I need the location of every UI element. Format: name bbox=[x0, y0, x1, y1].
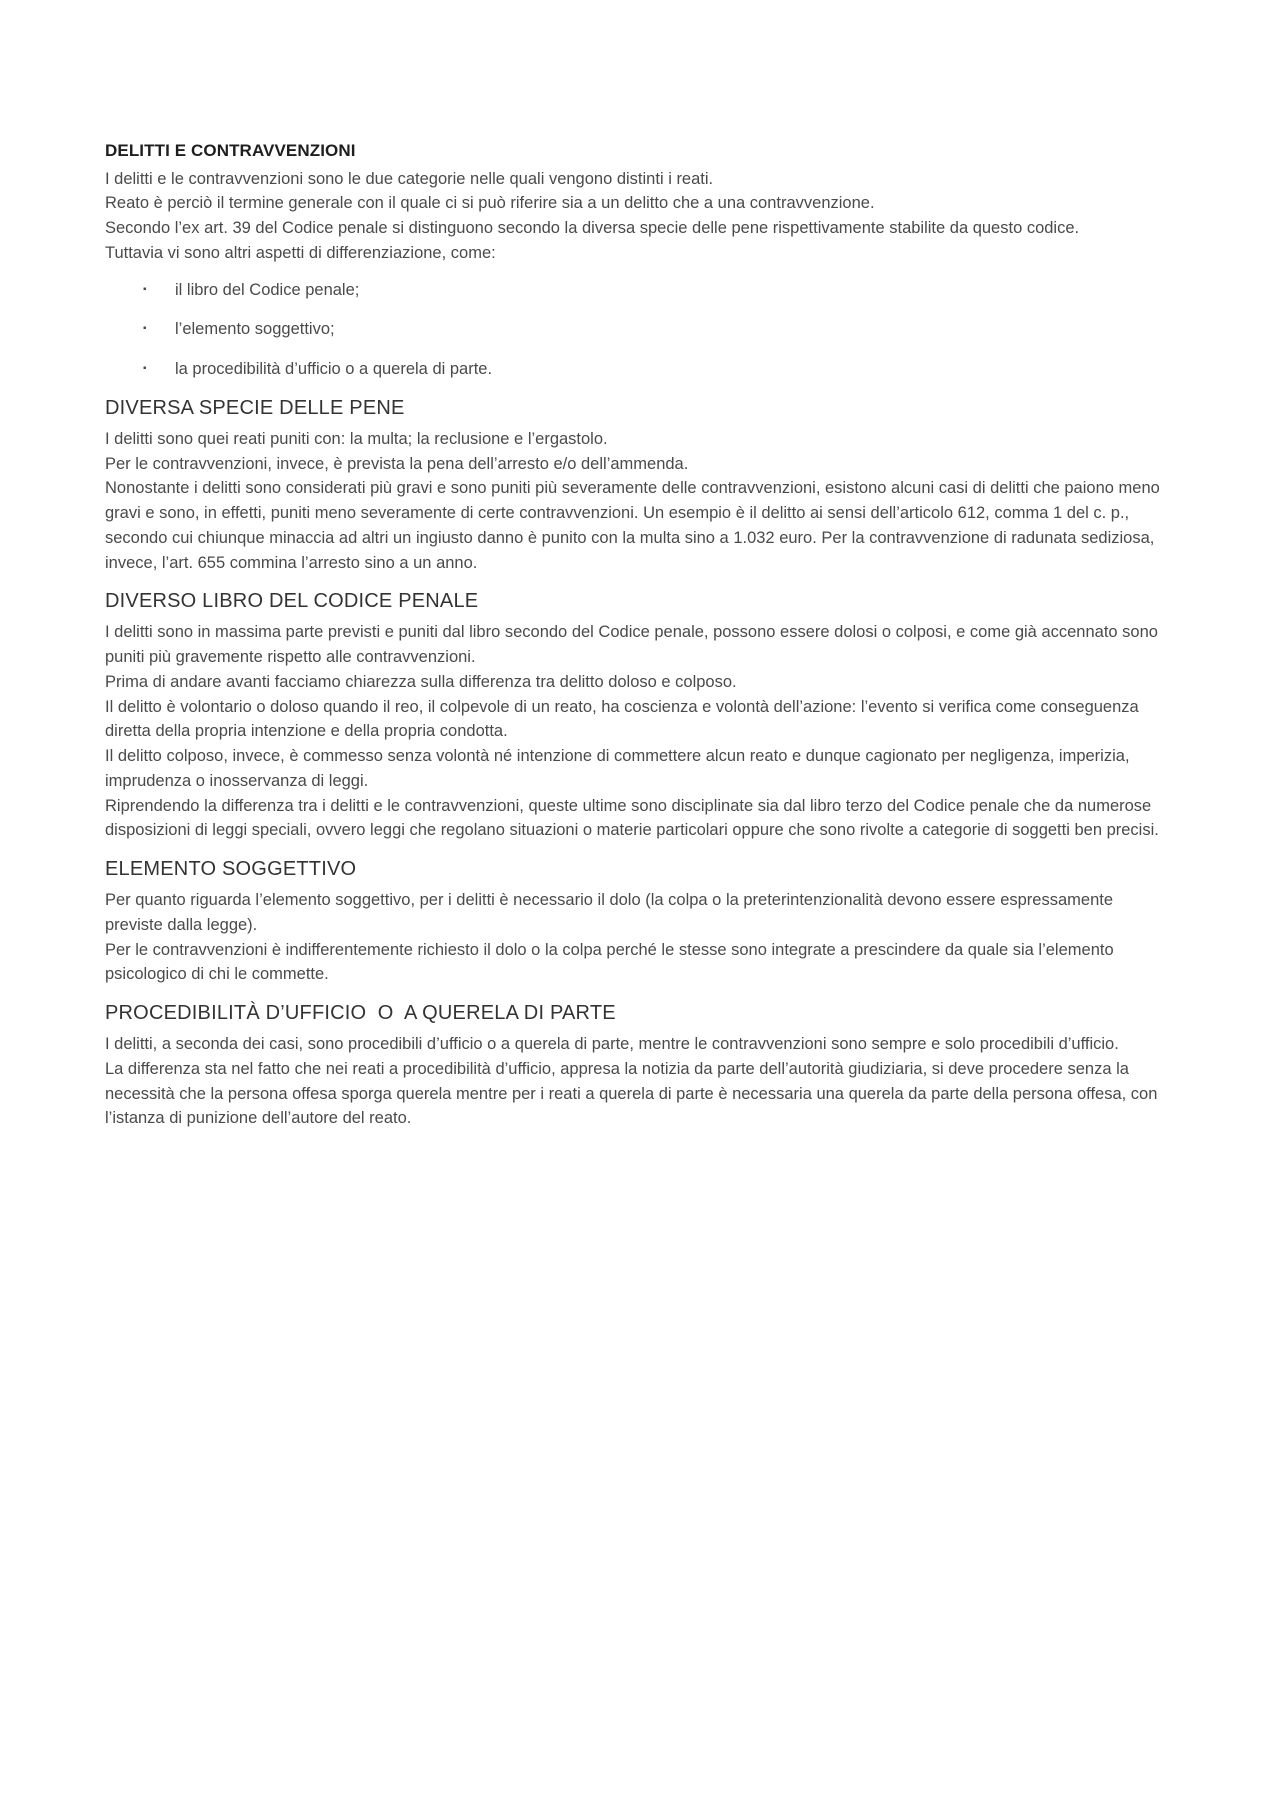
paragraph: Per le contravvenzioni, invece, è prevista la pena dell’arresto e/o dell’ammenda. bbox=[105, 454, 689, 473]
list-item bbox=[105, 357, 1174, 382]
section-diversa-specie-delle-pene bbox=[105, 393, 1174, 576]
paragraph: Per quanto riguarda l’elemento soggettivo, per i delitti è necessario il dolo (la colpa o la preterintenzionalità devono essere espressamente previste dalla legge). bbox=[105, 891, 1114, 934]
list-item-text: la procedibilità d’ufficio o a querela di parte. bbox=[175, 360, 493, 378]
list-item bbox=[105, 278, 1174, 303]
paragraph: Il delitto è volontario o doloso quando il reo, il colpevole di un reato, ha coscienza e volontà dell’azione: l’evento si verifica come conseguenza diretta della propria intenzione e della propria condotta. bbox=[105, 697, 1139, 741]
square-bullet-icon: ▪ bbox=[143, 363, 147, 374]
section-heading: ELEMENTO SOGGETTIVO bbox=[105, 858, 357, 880]
section-heading: DIVERSA SPECIE DELLE PENE bbox=[105, 396, 405, 419]
paragraph: I delitti, a seconda dei casi, sono procedibili d’ufficio o a querela di parte, mentre le contravvenzioni sono sempre e solo procedibili d’ufficio. bbox=[105, 1035, 1119, 1053]
section-heading: DIVERSO LIBRO DEL CODICE PENALE bbox=[105, 590, 479, 613]
paragraph: Nonostante i delitti sono considerati più gravi e sono puniti più severamente delle contravvenzioni, esistono alcuni casi di delitti che paiono meno gravi e sono, in effetti, puniti meno severamente di certe contravvenzioni. Un esempio è il delitto ai sensi dell’articolo 612, comma 1 del c. p., secondo cui chiunque minaccia ad altri un ingiusto danno è punito con la multa sino a 1.032 euro. Per la contravvenzione di radunata sediziosa, invece, l’art. 655 commina l’arresto sino a un anno. bbox=[105, 479, 1160, 572]
list-item bbox=[105, 317, 1174, 342]
list-item-text: l’elemento soggettivo; bbox=[175, 320, 335, 339]
paragraph: La differenza sta nel fatto che nei reati a procedibilità d’ufficio, appresa la notizia da parte dell’autorità giudiziaria, si deve procedere senza la necessità che la persona offesa sporga querela mentre per i reati a querela di parte è necessaria una querela da parte della persona offesa, con l’istanza di punizione dell’autore del reato. bbox=[105, 1059, 1158, 1128]
paragraph: I delitti sono quei reati puniti con: la multa; la reclusione e l’ergastolo. bbox=[105, 429, 608, 448]
paragraph: Il delitto colposo, invece, è commesso senza volontà né intenzione di commettere alcun reato e dunque cagionato per negligenza, imperizia, imprudenza o inosservanza di leggi. bbox=[105, 747, 1130, 790]
paragraph: Per le contravvenzioni è indifferentemente richiesto il dolo o la colpa perché le stesse sono integrate a prescindere da quale sia l’elemento psicologico di chi le commette. bbox=[105, 940, 1114, 984]
section-diverso-libro-del-codice-penale bbox=[105, 586, 1174, 843]
paragraph: I delitti sono in massima parte previsti e puniti dal libro secondo del Codice penale, possono essere dolosi o colposi, e come già accennato sono puniti più gravemente rispetto alle contravvenzioni. bbox=[105, 623, 1158, 666]
paragraph: Riprendendo la differenza tra i delitti e le contravvenzioni, queste ultime sono disciplinate sia dal libro terzo del Codice penale che da numerose disposizioni di leggi speciali, ovvero leggi che regolano situazioni o materie particolari oppure che sono rivolte a categorie di soggetti ben precisi. bbox=[105, 796, 1159, 840]
section-elemento-soggettivo bbox=[105, 854, 1174, 987]
paragraph: Tuttavia vi sono altri aspetti di differenziazione, come: bbox=[105, 243, 496, 262]
list-item-text: il libro del Codice penale; bbox=[175, 280, 360, 299]
paragraph: I delitti e le contravvenzioni sono le due categorie nelle quali vengono distinti i reati. bbox=[105, 169, 714, 188]
bullet-list bbox=[105, 278, 1174, 382]
paragraph: Secondo l’ex art. 39 del Codice penale si distinguono secondo la diversa specie delle pene rispettivamente stabilite da questo codice. bbox=[105, 219, 1080, 237]
paragraph: Reato è perciò il termine generale con il quale ci si può riferire sia a un delitto che a una contravvenzione. bbox=[105, 194, 875, 213]
square-bullet-icon: ▪ bbox=[143, 323, 147, 335]
square-bullet-icon: ▪ bbox=[143, 283, 147, 295]
paragraph: Prima di andare avanti facciamo chiarezza sulla differenza tra delitto doloso e colposo. bbox=[105, 672, 737, 691]
section-heading: PROCEDIBILITÀ D’UFFICIO O A QUERELA DI PARTE bbox=[105, 1002, 616, 1024]
document-title: DELITTI E CONTRAVVENZIONI bbox=[105, 141, 356, 160]
section-procedibilita-ufficio-querela bbox=[105, 998, 1174, 1131]
